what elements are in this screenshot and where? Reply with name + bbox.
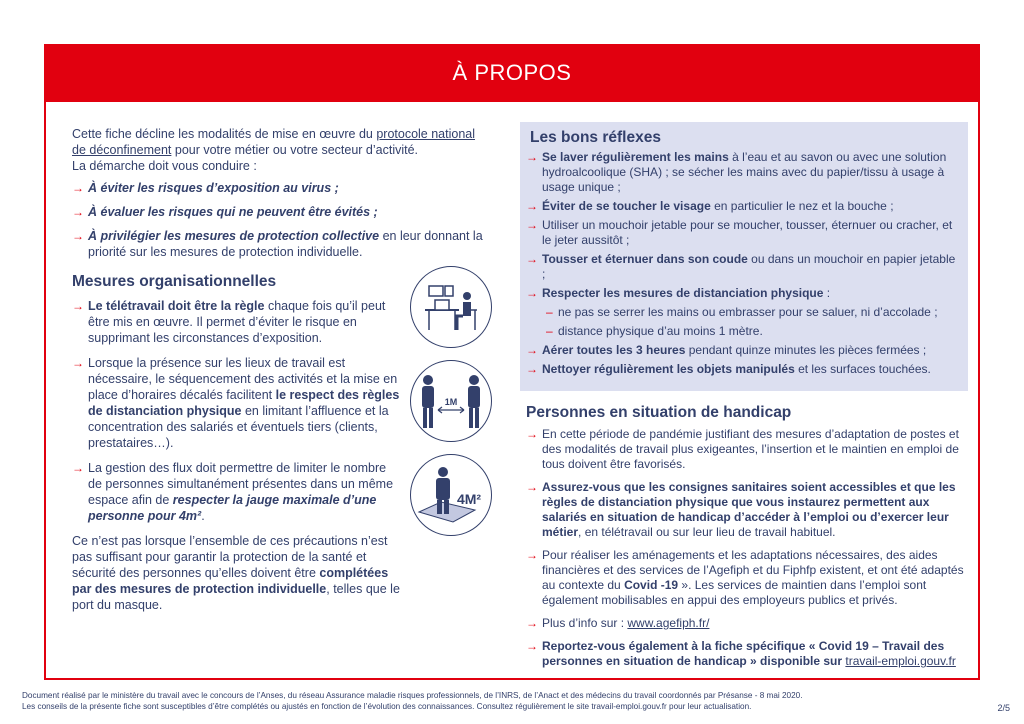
handicap-text: En cette période de pandémie justifiant des mesures d’adaptation de postes et des modalités de travail plus exigeantes, l’insertion et le maintien en emploi de tous doivent être favorisés. [542,427,959,471]
intro-paragraph [72,126,492,174]
list-item [72,228,492,260]
handicap-bold: Assurez-vous que les consignes sanitaires soient accessibles et que les règles de distanciation physique que vous instaurez permettent aux salariés en situation de handicap d’accéder à l’emploi ou d’exercer leur métier [542,480,956,539]
item-rest: ou dans un mouchoir en papier jetable ; [542,252,956,281]
list-item [72,298,402,346]
travail-emploi-link[interactable]: travail-emploi.gouv.fr [845,654,956,668]
sub-item [526,305,956,320]
mesures-list [72,298,402,613]
arrow-icon: → [526,199,538,213]
handicap-section [520,405,968,669]
right-column [520,122,968,677]
arrow-icon: → [526,427,538,441]
goal-bold: À évaluer les risques qui ne peuvent être évités ; [88,205,378,219]
list-item [526,286,956,301]
dash-icon: – [546,305,553,319]
agefiph-link[interactable]: www.agefiph.fr/ [627,616,710,630]
outro-bold: complétées par des mesures de protection individuelle [72,566,389,596]
handicap-bold: Covid -19 [624,578,679,592]
arrow-icon: → [526,616,538,630]
gauge-label: 4M² [456,491,482,507]
distance-label: 1M [444,397,458,407]
sub-item-text: distance physique d’au moins 1 mètre. [558,324,763,338]
list-item [526,199,956,214]
gauge-4m2-icon [410,454,492,536]
list-item [526,639,968,669]
mesure-text: La gestion des flux doit permettre de limiter le nombre de personnes simultanément présentes dans un même espace afin de [88,461,394,507]
dash-icon: – [546,324,553,338]
telework-icon [410,266,492,348]
arrow-icon: → [526,343,538,357]
footer-line: Les conseils de la présente fiche sont susceptibles d’être complétés ou ajustés en fonction de l’évolution des connaissances. Consultez régulièrement le site travail-emploi.gouv.fr pour leur actualisation. [22,702,752,711]
mesures-title: Mesures organisationnelles [72,273,277,290]
mesure-text: Lorsque la présence sur les lieux de travail est nécessaire, le séquencement des activités et la mise en place d’horaires décalés facilitent [88,356,398,402]
item-bold: Éviter de se toucher le visage [542,199,711,213]
mesure-rest: chaque fois qu’il peut être mis en œuvre. Il permet d’éviter le risque en supprimant les circonstances d’exposition. [88,299,386,345]
outro-paragraph [72,533,402,613]
footer-line: Document réalisé par le ministère du travail avec le concours de l’Anses, du réseau Assurance maladie risques professionnels, de l’INRS, de l’Anact et des médecins du travail coordonnés par Présanse - 8 mai 2020. [22,691,803,700]
list-item [526,362,956,377]
arrow-icon: → [526,218,538,232]
arrow-icon: → [72,299,84,313]
list-item [72,355,402,451]
item-bold: Nettoyer régulièrement les objets manipulés [542,362,795,376]
item-rest: : [823,286,831,300]
arrow-icon: → [72,356,84,370]
item-rest: pendant quinze minutes les pièces fermées ; [685,343,927,357]
protocole-link[interactable]: protocole national de déconfinement [72,127,476,157]
intro-text-3: La démarche doit vous conduire : [72,159,257,173]
outro-rest: , telles que le port du masque. [72,582,400,612]
arrow-icon: → [526,480,538,494]
arrow-icon: → [526,548,538,562]
arrow-icon: → [526,252,538,266]
handicap-text: Pour réaliser les aménagements et les adaptations nécessaires, des aides financières et des services de l’Agefiph et du Fiphfp existent, et ont été adaptés au contexte du [542,548,964,592]
footer [22,690,982,712]
goal-bold: À éviter les risques d’exposition au virus ; [88,181,339,195]
list-item [72,460,402,524]
list-item [526,150,956,195]
sub-item-text: ne pas se serrer les mains ou embrasser pour se saluer, ni d’accolade ; [558,305,938,319]
item-rest: et les surfaces touchées. [794,362,931,376]
arrow-icon: → [526,150,538,164]
illustrations [410,266,494,548]
item-bold: Se laver régulièrement les mains [542,150,729,164]
handicap-rest: ». Les services de maintien dans l’emploi sont également mobilisables en appui des employeurs publics et privés. [542,578,927,607]
item-bold: Respecter les mesures de distanciation physique [542,286,824,300]
mesure-bold: le respect des règles de distanciation physique [88,388,400,418]
list-item [72,204,492,220]
list-item [526,548,968,608]
goal-rest: en leur donnant la priorité sur les mesures de protection individuelle. [88,229,483,259]
list-item [526,480,968,540]
mesure-bold: respecter la jauge maximale d’une personne pour 4m² [88,493,377,523]
handicap-text: Plus d’info sur : [542,616,628,630]
list-item [72,180,492,196]
page-number: 2/5 [997,703,1010,713]
arrow-icon: → [72,461,84,475]
handicap-title: Personnes en situation de handicap [526,404,792,421]
goal-bold: À privilégier les mesures de protection collective [88,229,380,243]
arrow-icon: → [72,205,84,219]
bons-title: Les bons réflexes [530,129,661,146]
list-item [526,252,956,282]
arrow-icon: → [526,362,538,376]
goals-list [72,180,492,260]
list-item [526,427,968,472]
mesure-bold: Le télétravail doit être la règle [88,299,265,313]
distance-icon [410,360,492,442]
arrow-icon: → [72,181,84,195]
list-item [526,616,968,631]
item-rest: en particulier le nez et la bouche ; [710,199,894,213]
item-bold: Tousser et éternuer dans son coude [542,252,748,266]
item-bold: Aérer toutes les 3 heures [542,343,686,357]
list-item [526,343,956,358]
bons-reflexes-box [520,122,968,391]
arrow-icon: → [72,229,84,243]
item-rest: Utiliser un mouchoir jetable pour se moucher, tousser, éternuer ou cracher, et le jeter aussitôt ; [542,218,953,247]
outro-text: Ce n’est pas lorsque l’ensemble de ces précautions n’est pas suffisant pour garantir la protection de la santé et sécurité des personnes qu’elles doivent être [72,534,388,580]
list-item [526,218,956,248]
sub-item [526,324,956,339]
handicap-rest: , en télétravail ou sur leur lieu de travail habituel. [578,525,836,539]
page-title: À PROPOS [44,44,980,102]
arrow-icon: → [526,286,538,300]
mesure-rest: . [201,509,205,523]
intro-text: Cette fiche décline les modalités de mise en œuvre du [72,127,377,141]
intro [72,126,492,174]
intro-text-2: pour votre métier ou votre secteur d’activité. [171,143,419,157]
item-rest: à l’eau et au savon ou avec une solution hydroalcoolique (SHA) ; se sécher les mains avec du papier/tissu à usage à usage unique ; [542,150,947,194]
mesure-rest: en limitant l’affluence et la concentration des salariés et éventuels tiers (clients, prestataires…). [88,404,389,450]
handicap-bold: Reportez-vous également à la fiche spécifique « Covid 19 – Travail des personnes en situation de handicap » disponible sur [542,639,945,668]
arrow-icon: → [526,639,538,653]
